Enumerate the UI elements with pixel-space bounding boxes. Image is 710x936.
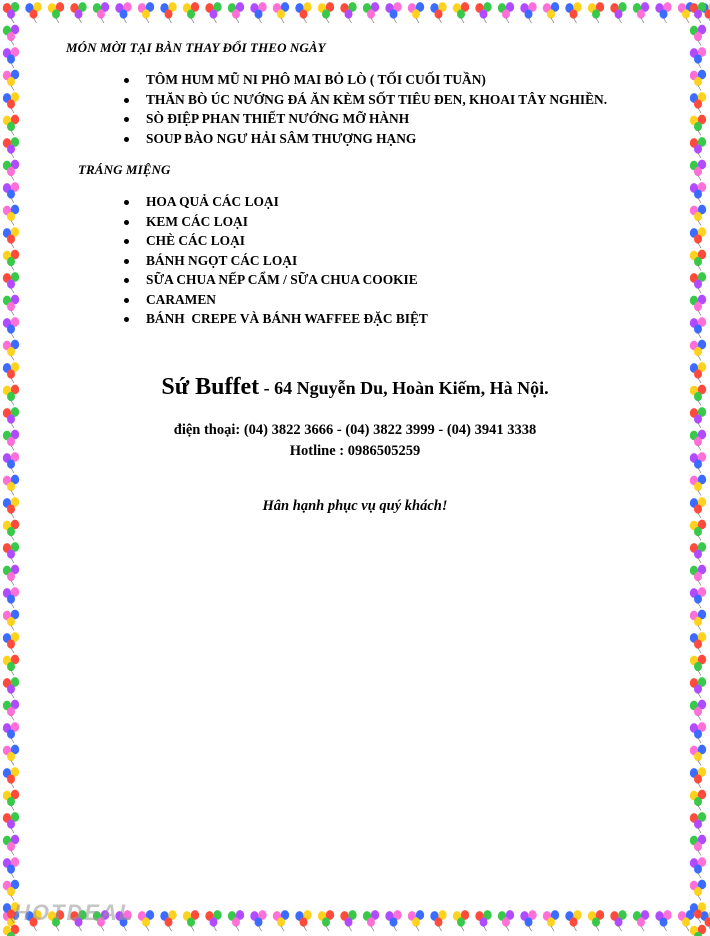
dessert-menu-list — [124, 192, 428, 329]
list-item: SÒ ĐIỆP PHAN THIẾT NƯỚNG MỠ HÀNH — [124, 109, 607, 129]
list-item: BÁNH CREPE VÀ BÁNH WAFFEE ĐẶC BIỆT — [124, 309, 428, 329]
bullet-icon — [124, 137, 129, 142]
bullet-icon — [124, 298, 129, 303]
list-item: THĂN BÒ ÚC NƯỚNG ĐÁ ĂN KÈM SỐT TIÊU ĐEN, KHOAI TÂY NGHIỀN. — [124, 90, 607, 110]
bullet-icon — [124, 278, 129, 283]
bullet-icon — [124, 239, 129, 244]
list-item: HOA QUẢ CÁC LOẠI — [124, 192, 428, 212]
phone-line: điện thoại: (04) 3822 3666 - (04) 3822 3999 - (04) 3941 3338 — [173, 422, 537, 438]
restaurant-heading — [0, 374, 710, 401]
address: - 64 Nguyễn Du, Hoàn Kiếm, Hà Nội. — [259, 378, 549, 398]
daily-menu-list — [124, 70, 607, 148]
list-item: TÔM HUM MŨ NI PHÔ MAI BỎ LÒ ( TỐI CUỐI TUẦN) — [124, 70, 607, 90]
hotline: Hotline : 0986505259 — [289, 443, 421, 459]
list-item: BÁNH NGỌT CÁC LOẠI — [124, 251, 428, 271]
bullet-icon — [124, 259, 129, 264]
bullet-icon — [124, 317, 129, 322]
watermark: HOTDEAL — [14, 900, 135, 925]
list-item: SOUP BÀO NGƯ HẢI SÂM THƯỢNG HẠNG — [124, 129, 607, 149]
list-item: CHÈ CÁC LOẠI — [124, 231, 428, 251]
daily-section-title: MÓN MỜI TẠI BÀN THAY ĐỔI THEO NGÀY — [66, 40, 326, 55]
list-item: KEM CÁC LOẠI — [124, 212, 428, 232]
brand-name: Sứ Buffet — [161, 374, 260, 400]
list-item: SỮA CHUA NẾP CẨM / SỮA CHUA COOKIE — [124, 270, 428, 290]
bullet-icon — [124, 220, 129, 225]
bullet-icon — [124, 117, 129, 122]
bullet-icon — [124, 200, 129, 205]
list-item: CARAMEN — [124, 290, 428, 310]
bullet-icon — [124, 78, 129, 83]
bullet-icon — [124, 98, 129, 103]
dessert-section-title: TRÁNG MIỆNG — [78, 162, 171, 177]
closing-message: Hân hạnh phục vụ quý khách! — [262, 498, 448, 514]
